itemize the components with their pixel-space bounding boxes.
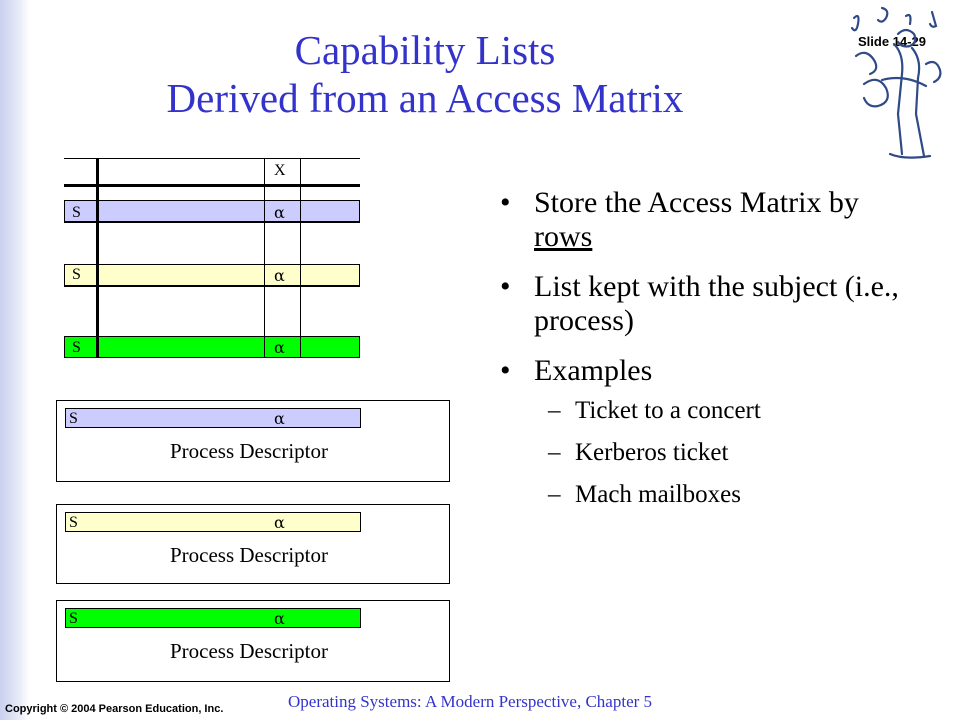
sub-bullet-text: Mach mailboxes	[575, 481, 741, 508]
matrix-column-line	[264, 158, 265, 358]
bullet-emphasis: rows	[534, 220, 593, 253]
capability-subject: S	[69, 410, 78, 427]
bullet-text: Examples	[534, 354, 653, 387]
capability-bar	[65, 512, 361, 532]
matrix-row-right: α	[274, 266, 285, 285]
capability-bar	[65, 608, 361, 628]
copyright-notice: Copyright © 2004 Pearson Education, Inc.	[5, 703, 224, 715]
process-descriptor	[56, 400, 450, 482]
matrix-row-line	[64, 222, 360, 223]
matrix-column-header: X	[274, 162, 286, 179]
bullet-dot-icon: •	[500, 354, 511, 387]
sub-bullet-text: Ticket to a concert	[575, 397, 761, 424]
title-line-1: Capability Lists	[294, 27, 556, 73]
matrix-row-subject: S	[72, 204, 81, 221]
matrix-subject-column-line	[96, 158, 99, 358]
musician-logo-icon	[842, 4, 952, 164]
process-descriptor	[56, 600, 450, 682]
bullet-item	[500, 270, 900, 338]
matrix-row-subject: S	[72, 266, 81, 283]
matrix-row-bar	[64, 336, 360, 358]
bullet-item	[500, 354, 900, 388]
process-descriptor-label: Process Descriptor	[169, 639, 329, 663]
matrix-row-subject: S	[72, 339, 81, 356]
bullet-item	[500, 186, 900, 254]
capability-bar	[65, 408, 361, 428]
matrix-row-right: α	[274, 203, 285, 222]
bullet-dot-icon: •	[500, 186, 511, 219]
process-descriptor	[56, 504, 450, 584]
access-matrix	[64, 158, 360, 358]
process-descriptor-label: Process Descriptor	[169, 543, 329, 567]
sub-bullet-dash-icon: –	[548, 439, 561, 466]
capability-right: α	[274, 409, 285, 428]
capability-subject: S	[69, 610, 78, 627]
matrix-column-line	[300, 158, 301, 358]
left-gradient-bar	[0, 0, 30, 720]
matrix-row-line	[64, 286, 360, 287]
sub-bullet-text: Kerberos ticket	[575, 439, 729, 466]
capability-right: α	[274, 513, 285, 532]
bullet-text: List kept with the subject (i.e., process)	[534, 270, 899, 337]
capability-right: α	[274, 609, 285, 628]
slide-number: Slide 14-29	[858, 34, 926, 49]
sub-bullet-dash-icon: –	[548, 397, 561, 424]
capability-subject: S	[69, 514, 78, 531]
sub-bullet-item	[500, 480, 900, 510]
sub-bullet-item	[500, 396, 900, 426]
sub-bullet-dash-icon: –	[548, 481, 561, 508]
matrix-row-right: α	[274, 338, 285, 357]
process-descriptor-label: Process Descriptor	[169, 439, 329, 463]
bullet-text: Store the Access Matrix by	[534, 186, 859, 219]
slide-title	[60, 26, 790, 122]
sub-bullet-item	[500, 438, 900, 468]
footer-text: Operating Systems: A Modern Perspective, Chapter 5	[288, 692, 653, 711]
title-line-2: Derived from an Access Matrix	[166, 75, 684, 121]
matrix-top-line	[64, 158, 360, 159]
matrix-row-bar	[64, 264, 360, 286]
matrix-row-bar	[64, 200, 360, 222]
matrix-header-line	[64, 184, 360, 187]
bullet-dot-icon: •	[500, 270, 511, 303]
bullet-list	[500, 186, 900, 522]
